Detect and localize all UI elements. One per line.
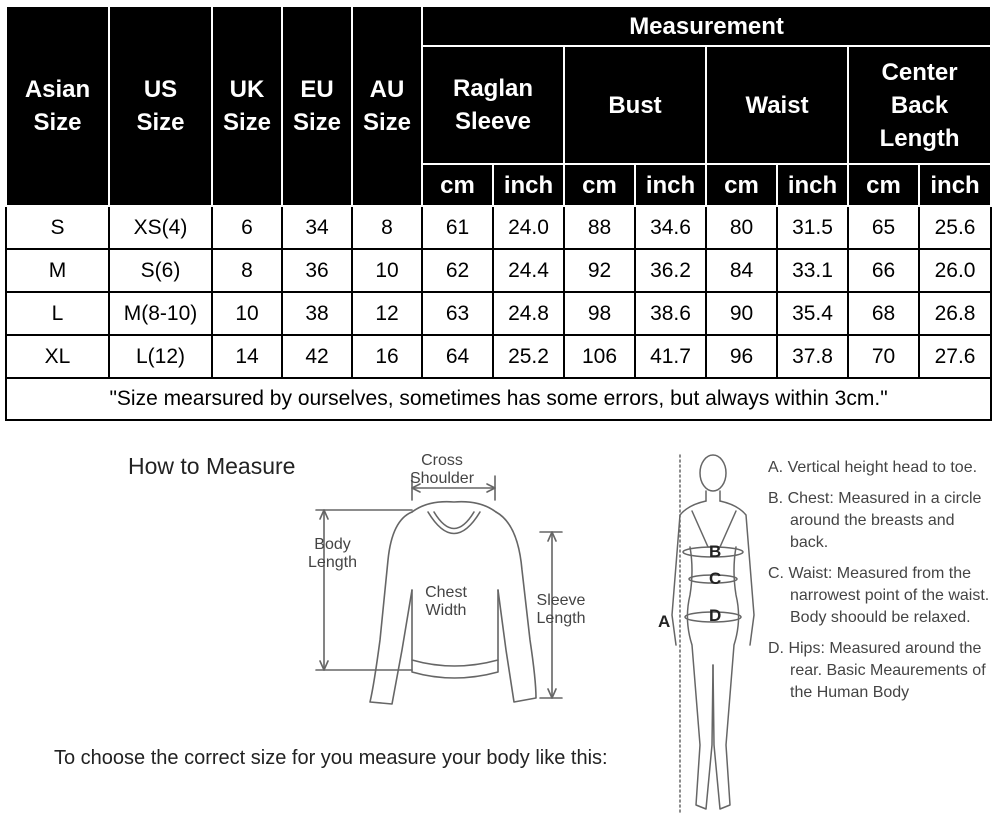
table-cell: 25.6	[919, 206, 991, 249]
table-note: "Size mearsured by ourselves, sometimes has some errors, but always within 3cm."	[6, 378, 991, 420]
table-cell: L(12)	[109, 335, 212, 378]
table-cell: 98	[564, 292, 635, 335]
table-cell: 90	[706, 292, 777, 335]
label-body-length: Body Length	[308, 536, 357, 571]
header-bust: Bust	[564, 46, 706, 164]
head-icon	[700, 455, 726, 491]
size-chart-table	[5, 5, 992, 421]
table-cell: 26.0	[919, 249, 991, 292]
table-cell: 88	[564, 206, 635, 249]
table-cell: 12	[352, 292, 422, 335]
table-cell: L	[6, 292, 109, 335]
measurement-legend	[768, 457, 993, 713]
how-to-measure-title: How to Measure	[128, 453, 296, 479]
table-cell: 27.6	[919, 335, 991, 378]
table-row	[6, 206, 991, 249]
body-label-d: D	[709, 606, 722, 625]
table-cell: 65	[848, 206, 919, 249]
table-row	[6, 335, 991, 378]
legend-item: D. Hips: Measured around the rear. Basic Meaurements of the Human Body	[768, 640, 986, 701]
table-row	[6, 292, 991, 335]
table-cell: 37.8	[777, 335, 848, 378]
unit-cm: cm	[848, 164, 919, 206]
body-label-a: A	[658, 612, 671, 631]
table-cell: M(8-10)	[109, 292, 212, 335]
unit-inch: inch	[919, 164, 991, 206]
table-body	[6, 206, 991, 378]
human-body-diagram	[650, 445, 760, 830]
unit-inch: inch	[777, 164, 848, 206]
table-cell: 64	[422, 335, 493, 378]
table-cell: 84	[706, 249, 777, 292]
table-cell: 26.8	[919, 292, 991, 335]
body-label-b: B	[709, 542, 722, 561]
table-cell: 8	[212, 249, 282, 292]
table-cell: 38	[282, 292, 352, 335]
choose-size-text: To choose the correct size for you measure your body like this:	[54, 747, 608, 769]
unit-cm: cm	[422, 164, 493, 206]
table-cell: 24.4	[493, 249, 564, 292]
table-cell: 41.7	[635, 335, 706, 378]
table-cell: 80	[706, 206, 777, 249]
table-cell: 25.2	[493, 335, 564, 378]
table-cell: 24.0	[493, 206, 564, 249]
table-cell: XS(4)	[109, 206, 212, 249]
table-cell: 33.1	[777, 249, 848, 292]
table-cell: 68	[848, 292, 919, 335]
header-uk-size: UK Size	[212, 6, 282, 206]
header-waist: Waist	[706, 46, 848, 164]
table-row	[6, 249, 991, 292]
table-cell: 16	[352, 335, 422, 378]
header-us-size: US Size	[109, 6, 212, 206]
table-cell: 36	[282, 249, 352, 292]
header-raglan-sleeve: Raglan Sleeve	[422, 46, 564, 164]
label-cross-shoulder: Cross Shoulder	[409, 452, 475, 487]
table-cell: S	[6, 206, 109, 249]
table-cell: 66	[848, 249, 919, 292]
header-asian-size: Asian Size	[6, 6, 109, 206]
unit-cm: cm	[706, 164, 777, 206]
unit-inch: inch	[635, 164, 706, 206]
table-cell: M	[6, 249, 109, 292]
body-label-c: C	[709, 569, 722, 588]
unit-inch: inch	[493, 164, 564, 206]
table-cell: 62	[422, 249, 493, 292]
legend-item: A. Vertical height head to toe.	[768, 459, 978, 476]
table-cell: 34.6	[635, 206, 706, 249]
label-sleeve-length: Sleeve Length	[536, 592, 586, 627]
table-cell: 34	[282, 206, 352, 249]
table-cell: XL	[6, 335, 109, 378]
table-cell: 92	[564, 249, 635, 292]
header-center-back-length: Center Back Length	[848, 46, 991, 164]
table-cell: 61	[422, 206, 493, 249]
unit-cm: cm	[564, 164, 635, 206]
table-cell: 14	[212, 335, 282, 378]
table-cell: S(6)	[109, 249, 212, 292]
table-cell: 6	[212, 206, 282, 249]
label-chest-width: Chest Width	[425, 584, 467, 619]
table-cell: 24.8	[493, 292, 564, 335]
table-cell: 96	[706, 335, 777, 378]
table-cell: 38.6	[635, 292, 706, 335]
table-cell: 10	[352, 249, 422, 292]
table-cell: 106	[564, 335, 635, 378]
table-cell: 8	[352, 206, 422, 249]
header-measurement: Measurement	[422, 6, 991, 46]
legend-item: B. Chest: Measured in a circle around the breasts and back.	[768, 490, 982, 551]
header-au-size: AU Size	[352, 6, 422, 206]
table-cell: 10	[212, 292, 282, 335]
table-cell: 36.2	[635, 249, 706, 292]
table-cell: 31.5	[777, 206, 848, 249]
table-cell: 42	[282, 335, 352, 378]
table-cell: 63	[422, 292, 493, 335]
table-cell: 70	[848, 335, 919, 378]
table-cell: 35.4	[777, 292, 848, 335]
header-eu-size: EU Size	[282, 6, 352, 206]
legend-item: C. Waist: Measured from the narrowest point of the waist. Body shoould be relaxed.	[768, 565, 990, 626]
